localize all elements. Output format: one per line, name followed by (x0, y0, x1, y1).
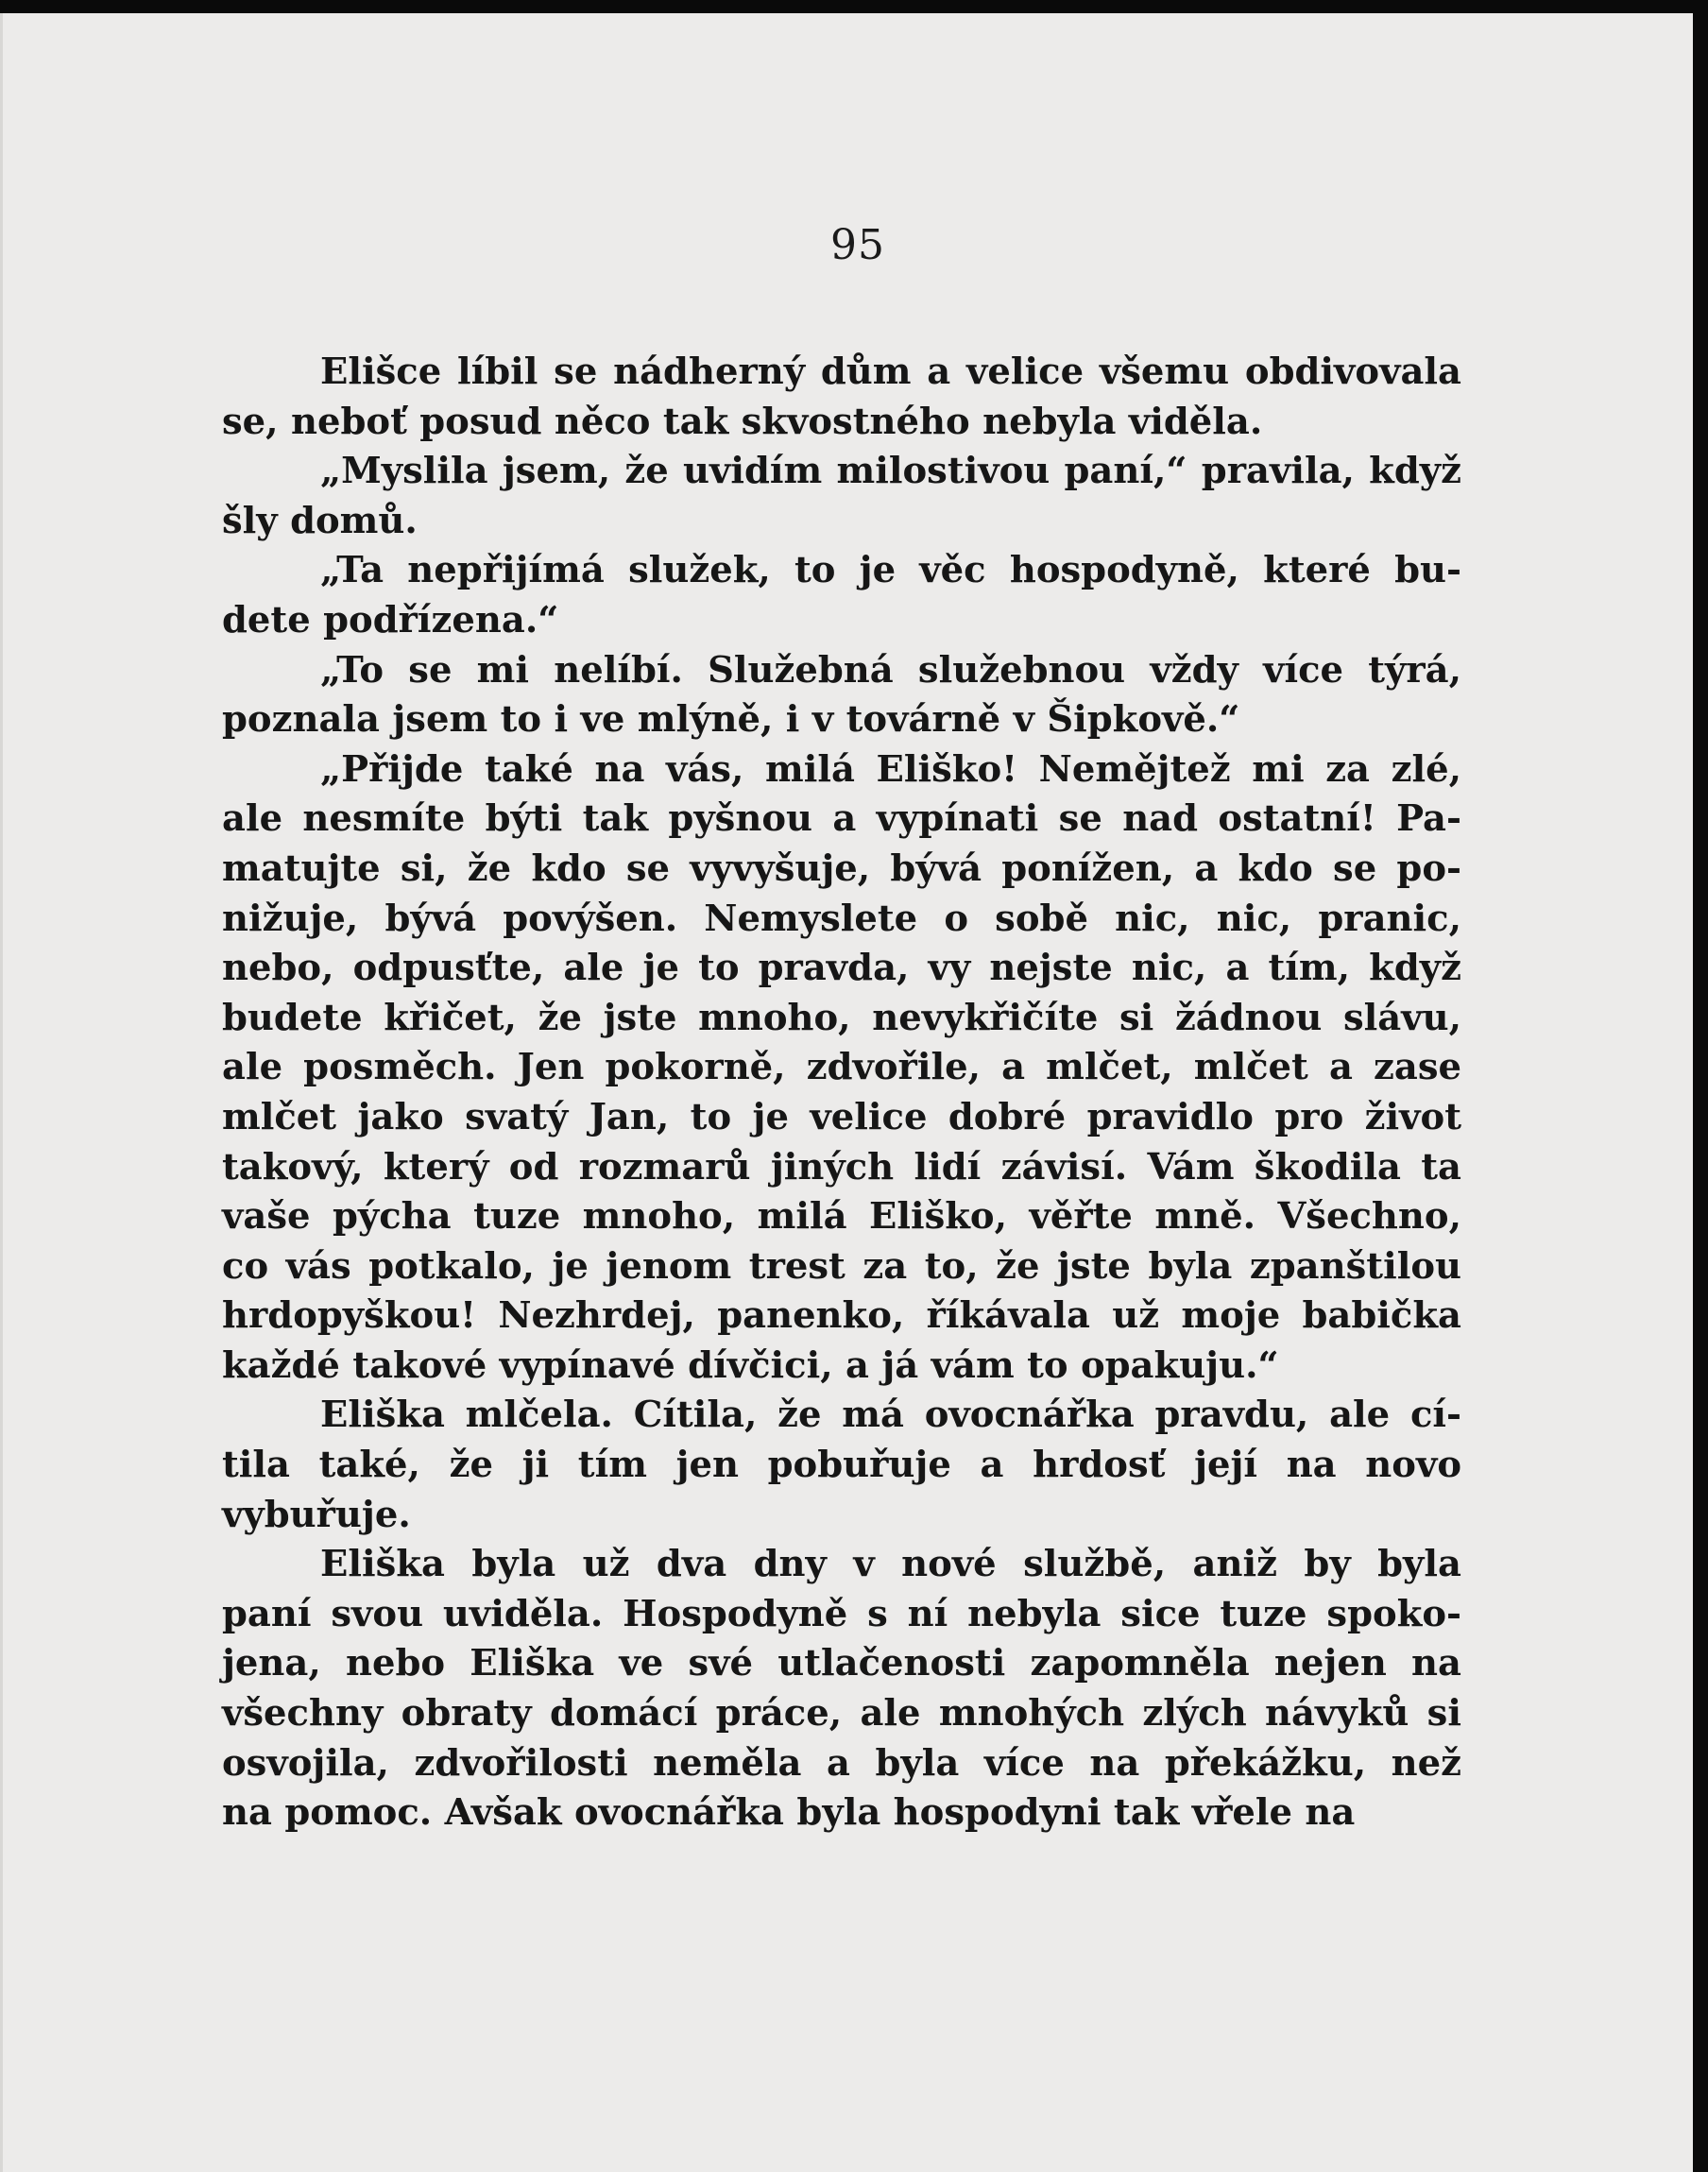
text-line: ale nesmíte býti tak pyšnou a vypínati se nad ostatní! Pa- (222, 797, 1461, 841)
text-line: na pomoc. Avšak ovocnářka byla hospodyni tak vřele na (222, 1791, 1356, 1835)
text-line: co vás potkalo, je jenom trest za to, že jste byla zpanštilou (222, 1244, 1461, 1288)
text-line: nižuje, bývá povýšen. Nemyslete o sobě nic, nic, pranic, (222, 897, 1461, 940)
text-line: „Ta nepřijímá služek, to je věc hospodyně, které bu- (320, 549, 1461, 592)
page-number: 95 (830, 221, 885, 269)
text-line: jena, nebo Eliška ve své utlačenosti zapomněla nejen na (222, 1642, 1461, 1685)
text-line: všechny obraty domácí práce, ale mnohých zlých návyků si (222, 1692, 1461, 1736)
text-line: budete křičet, že jste mnoho, nevykřičíte si žádnou slávu, (222, 996, 1461, 1039)
text-line: vybuřuje. (222, 1493, 411, 1536)
text-line: tila také, že ji tím jen pobuřuje a hrdosť její na novo (222, 1444, 1461, 1487)
text-line: Eliška mlčela. Cítila, že má ovocnářka pravdu, ale cí- (320, 1394, 1461, 1437)
body-text (222, 348, 1461, 1839)
text-line: se, neboť posud něco tak skvostného nebyla viděla. (222, 400, 1263, 443)
text-line: každé takové vypínavé dívčici, a já vám to opakuju.“ (222, 1343, 1279, 1387)
text-line: „To se mi nelíbí. Služebná služebnou vždy více týrá, (320, 648, 1461, 692)
text-line: hrdopyškou! Nezhrdej, panenko, říkávala už moje babička (222, 1294, 1461, 1338)
text-line: mlčet jako svatý Jan, to je velice dobré pravidlo pro život (222, 1095, 1461, 1138)
text-line: Eliška byla už dva dny v nové službě, aniž by byla (320, 1543, 1461, 1586)
text-line: ale posměch. Jen pokorně, zdvořile, a mlčet, mlčet a zase (222, 1046, 1461, 1089)
text-line: paní svou uviděla. Hospodyně s ní nebyla sice tuze spoko- (222, 1592, 1461, 1635)
text-line: „Přijde také na vás, milá Eliško! Nemějtež mi za zlé, (320, 747, 1461, 791)
text-line: osvojila, zdvořilosti neměla a byla více na překážku, než (222, 1741, 1461, 1785)
text-line: vaše pýcha tuze mnoho, milá Eliško, věřte mně. Všechno, (222, 1195, 1461, 1239)
text-line: Elišce líbil se nádherný dům a velice všemu obdivovala (320, 351, 1461, 393)
text-line: matujte si, že kdo se vyvyšuje, bývá ponížen, a kdo se po- (222, 847, 1461, 890)
text-line: dete podřízena.“ (222, 598, 559, 641)
text-line: nebo, odpusťte, ale je to pravda, vy nejste nic, a tím, když (222, 947, 1461, 990)
text-line: „Myslila jsem, že uvidím milostivou paní,“ pravila, když (320, 450, 1461, 493)
text-line: poznala jsem to i ve mlýně, i v továrně v Šipkově.“ (222, 698, 1240, 742)
book-page (0, 13, 1693, 2172)
text-line: takový, který od rozmarů jiných lidí závisí. Vám škodila ta (222, 1145, 1461, 1189)
text-line: šly domů. (222, 499, 418, 542)
